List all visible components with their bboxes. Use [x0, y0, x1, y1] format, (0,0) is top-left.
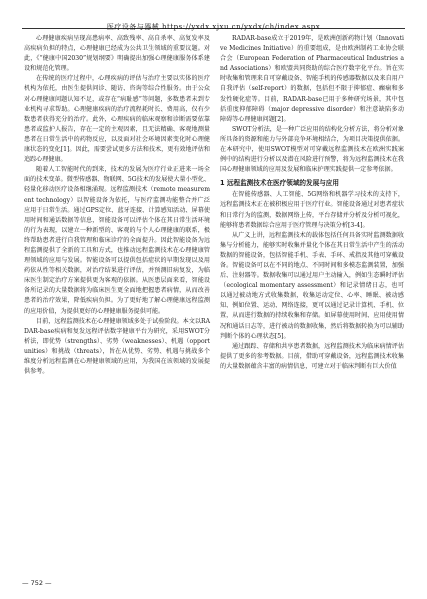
- paragraph: 在智能传感器、人工智能、5G网络和机器学习技术的支持下，远程监测技术正在被积极应用于医疗行业。智能设备通过对患者症状和日常行为的监测，数据网络上传，平台存储并分析及分析可视化，能够将患者数据综合应用于医疗管理与决策分析[3-4]。: [220, 191, 404, 229]
- section-heading: 1 远程监测技术在医疗领域的发展与应用: [220, 179, 339, 188]
- paragraph: RADAR-base成立于2019年，是欧洲创新药物计划（Innovative Medicines Initiative）的重要组成，是由欧洲制药工业协会联合会（European Federation of Pharmaceutical Industries and Associations）和欧盟共同资助的综合医疗数字化平台。旨在实时收集和管理来自可穿戴设备、智能手机的传感器数据以及来自用户自我评估（self-report）的数据，包括但不限于抑郁症、癫痫和多发性硬化症等。目前，RADAR-base已用于多种研究场景，其中包括重度抑郁障碍（major depressive disorder）和注意缺陷多动障碍等心理健康问题[2]。: [220, 35, 404, 123]
- page-number: — 752 —: [22, 579, 52, 587]
- right-column: [220, 34, 404, 372]
- paragraph: 心理健康疾病呈现高患病率、高致残率、高自杀率、高复发率及高疾病负担的特点，心理健康已经成为公共卫生领域的重要议题。对此，《“健康中国2030”规划纲要》明确提出加强心理健康服务体系建设和规范化管理。: [24, 35, 210, 73]
- paragraph: 从广义上讲，远程监测技术的载体包括任何具备实时监测数据收集与分析能力，能够实时收集并量化个体在其日常生活中产生的活动数据的智能设备，包括智能手机、手表、手环、戒指及其他可穿戴设备。智能设备可以在不同的地点、不同时间和多模态监测装置，加强后、注射器等。数据收集可以通过用户主动输入，例如生态瞬时评估（ecological momentary assessment）和记录情绪日志，也可以通过被动地方式收集数据，收集运动定位、心率、睡眠、被动感知、例如位置、运动、网络连接，更可以通过记录计算机、手机、位置，从而进行数据的持续收集和存储。如屏幕使用时间、应用使用情况和通话日志等，进行被动的数据收集，然后将数据转换为可以辅助判断个体的心理状态[5]。: [220, 231, 404, 340]
- paragraph: 随着人工智能时代的到来，技术的发展为医疗行业正进来一场全面的技术变革。微型传感器、物联网、5G技术的发展使大量小型化、轻量化移动医疗设备相继涌现。远程监测技术（remote measurement technology）以智能设备为依托，与医疗监测功能整合并广泛应用于日常生活。通过GPS定位、蓝牙连接、计算感知活动、屏幕使用时间和通话数据等信息，智能设备可以评估个体在其日常生活环境的行为表现，以建立一种新型的、客观的与个人心理健康的联系，极终帮助患者进行自我管理和临床诊疗的全面提升。因此智能设备为远程监测提供了全新的工具和方式，也推动远程监测技术在心理健康管理领域的应用与发展。智能设备可以提供包括症状的早期发现以及用药依从性等相关数据，对治疗结果进行评估，并预测旧病复发，为临床医生制定治疗方案提供更为客观的依据。从医患层面来看，智能设备所记录的大量数据将为临床医生更全面地把握患者病情，从而改善患者的治疗效果，降低疾病负担。为了更好地了解心理健康远程监测的应用价值，为提供更好的心理健康服务提供可能。: [24, 166, 210, 315]
- paragraph: 目前，远程监测技术在心理健康领域多处于试验阶段。本文以RADAR-base疾病和复发远程评估数字健康平台为研究，采用SWOT分析法，即优势（strengths）、劣势（weaknesses）、机遇（opportunities）和挑战（threats），旨在从优势、劣势、机遇与挑战多个维度分析远程监测在心理健康领域的应用，为我国在该领域的发展提供参考。: [24, 317, 210, 376]
- paragraph: SWOT分析法，是一种广泛应用的结构化分析方法，将分析对象所具备的资源和能力与外部竞争环境相结合，为项目决策提供依据。在本研究中，使用SWOT模型对可穿戴远程监测技术在欧洲实践案例中的结构进行分析以及潜在风险进行预警，将为远程监测技术在我国心理健康领域的应用及发展和临床护理实践提供一定参考依据。: [220, 125, 404, 174]
- running-header: [22, 14, 405, 29]
- running-head-text: 医疗设备与器械 https://yxdx.xjxu.cn/yxdx/ch/index.aspx: [106, 23, 321, 31]
- left-column: [24, 34, 210, 377]
- paragraph: 通过跟踪、存储和共享患者数据，远程监测技术为临床病情评估提供了更多的参考数据。目前，借助可穿戴设备，远程监测技术收集的大量数据蕴含丰富的病情信息，可建立对于临床判断有巨大价值: [220, 342, 404, 370]
- paragraph: 在传统的医疗过程中，心理疾病的评估与治疗主要以实体的医疗机构为依托，由医生提供问诊、随访、咨询等综合性服务。由于公众对心理健康问题认知不足，或存在“病耻感”等问题，多数患者未到专业机构寻求帮助。心理健康疾病的治疗流程耗时长、费用高，仅有少数患者获得充分的治疗。此外，心理疾病的临床观察和诊断需要依靠患者或监护人报告，存在一定的主观因素，且无法精确、客观地测量患者在日常生活中的药物反应，以及面对社会环境因素变化时心理健康状态的变化[1]。因此，需要尝试更多方法和技术，更有效地评估和追踪心理健康。: [24, 75, 210, 164]
